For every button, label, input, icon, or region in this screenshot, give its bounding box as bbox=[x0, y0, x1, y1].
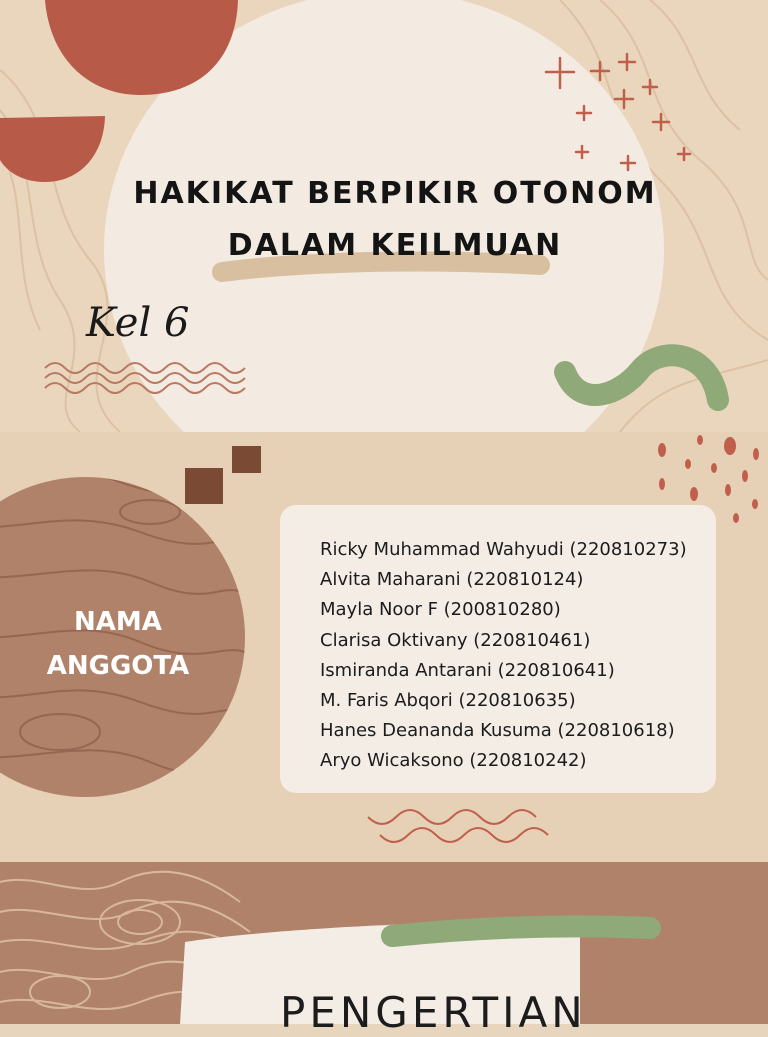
title-line-2: DALAM KEILMUAN bbox=[227, 228, 563, 263]
brown-square-small bbox=[232, 446, 261, 473]
members-heading-line-1: NAMA bbox=[74, 607, 162, 637]
title-slide bbox=[0, 0, 768, 432]
member-item: Ricky Muhammad Wahyudi (220810273) bbox=[320, 539, 687, 560]
sage-brush bbox=[392, 926, 650, 936]
member-item: Alvita Maharani (220810124) bbox=[320, 569, 584, 591]
group-label: Kel 6 bbox=[86, 300, 190, 346]
member-item: Mayla Noor F (200810280) bbox=[320, 599, 561, 621]
title-line-1: HAKIKAT BERPIKIR OTONOM bbox=[133, 176, 657, 211]
member-item: M. Faris Abqori (220810635) bbox=[320, 690, 576, 712]
members-list bbox=[280, 505, 716, 777]
member-item: Aryo Wicaksono (220810242) bbox=[320, 750, 587, 772]
definition-heading-partial: PENGERTIAN bbox=[280, 988, 587, 1037]
members-heading bbox=[28, 600, 208, 688]
members-heading-line-2: ANGGOTA bbox=[46, 651, 190, 681]
member-item: Clarisa Oktivany (220810461) bbox=[320, 629, 591, 651]
wave-scribble bbox=[368, 810, 548, 842]
member-item: Hanes Deananda Kusuma (220810618) bbox=[320, 720, 675, 742]
members-card bbox=[280, 505, 716, 793]
brown-square-large bbox=[185, 468, 223, 504]
member-item: Ismiranda Antarani (220810641) bbox=[320, 659, 615, 681]
terracotta-half-circle-left bbox=[0, 116, 105, 182]
